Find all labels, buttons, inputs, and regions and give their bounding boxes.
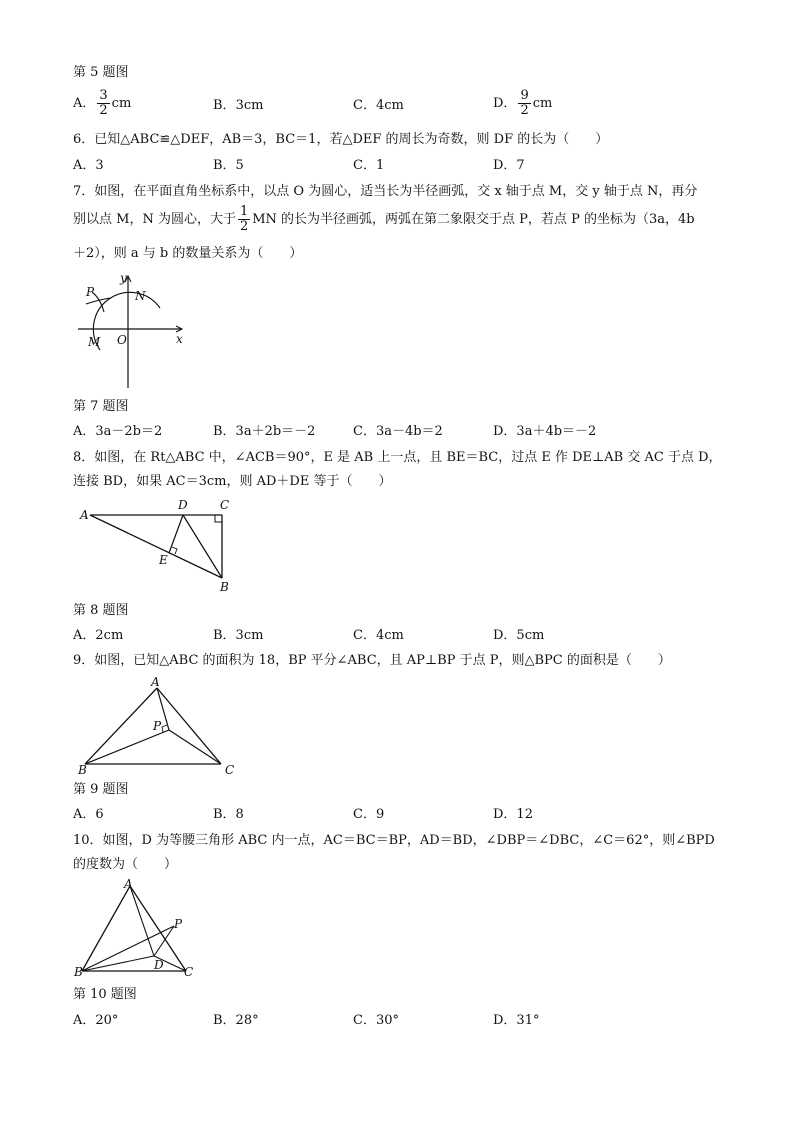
q10-option-d[interactable]: D．31° — [493, 1013, 540, 1028]
q6-option-a[interactable]: A．3 — [73, 158, 104, 173]
q7-line3: ＋2），则 a 与 b 的数量关系为（ ） — [73, 246, 303, 261]
q10-option-c[interactable]: C．30° — [353, 1013, 399, 1028]
q5-caption: 第 5 题图 — [73, 65, 129, 80]
q8-line1: 8．如图，在 Rt△ABC 中，∠ACB＝90°，E 是 AB 上一点，且 BE＝BC，过点 E 作 DE⊥AB 交 AC 于点 D， — [73, 450, 722, 465]
q8-option-b[interactable]: B．3cm — [213, 628, 264, 643]
label-b: B — [78, 763, 87, 776]
q9-option-c[interactable]: C．9 — [353, 807, 385, 822]
q10-line2: 的度数为（ ） — [73, 857, 178, 872]
q5-option-a[interactable] — [73, 89, 131, 118]
label-c: C — [225, 763, 235, 776]
unit: cm — [111, 96, 132, 111]
q6-option-d[interactable]: D．7 — [493, 158, 525, 173]
q7-line1: 7．如图，在平面直角坐标系中，以点 O 为圆心，适当长为半径画弧，交 x 轴于点 M，交 y 轴于点 N，再分 — [73, 184, 698, 199]
label-b: B — [220, 580, 229, 594]
q8-figure — [75, 496, 245, 594]
q8-option-d[interactable]: D．5cm — [493, 628, 545, 643]
label-y: y — [120, 271, 127, 285]
q5-option-b[interactable]: B．3cm — [213, 98, 264, 113]
fraction: $\frac{3}{2}$ — [99, 88, 108, 118]
label-c: C — [184, 965, 194, 979]
label-d: D — [154, 958, 164, 972]
q8-caption: 第 8 题图 — [73, 603, 129, 618]
q9-stem: 9．如图，已知△ABC 的面积为 18，BP 平分∠ABC，且 AP⊥BP 于点 P，则△BPC 的面积是（ ） — [73, 653, 671, 668]
q9-option-b[interactable]: B．8 — [213, 807, 244, 822]
q6-stem: 6．已知△ABC≌△DEF，AB＝3，BC＝1，若△DEF 的周长为奇数，则 DF 的长为（ ） — [73, 132, 609, 147]
label-a: A — [124, 877, 133, 891]
fraction: $\frac{9}{2}$ — [520, 88, 529, 118]
fraction: $\frac{1}{2}$ — [239, 204, 249, 234]
q7-option-c[interactable]: C．3a－4b＝2 — [353, 424, 443, 439]
q9-figure — [75, 676, 245, 776]
label-x: x — [176, 332, 183, 346]
q5-option-d[interactable]: D． $\frac{9}{2}$ cm — [493, 88, 553, 118]
q7-option-a[interactable]: A．3a－2b＝2 — [73, 424, 163, 439]
q10-option-b[interactable]: B．28° — [213, 1013, 259, 1028]
q10-caption: 第 10 题图 — [73, 987, 137, 1002]
q6-option-c[interactable]: C．1 — [353, 158, 385, 173]
q7-line2: 别以点 M，N 为圆心，大于 $\frac{1}{2}$ MN 的长为半径画弧，两弧在第二象限交于点 P，若点 P 的坐标为（3a，4b — [73, 204, 695, 234]
q7-option-d[interactable]: D．3a＋4b＝－2 — [493, 424, 597, 439]
label-p: P — [153, 719, 162, 733]
q6-option-b[interactable]: B．5 — [213, 158, 244, 173]
q8-option-c[interactable]: C．4cm — [353, 628, 404, 643]
q9-caption: 第 9 题图 — [73, 782, 129, 797]
q9-option-d[interactable]: D．12 — [493, 807, 533, 822]
label-p: P — [174, 917, 183, 931]
q10-line1: 10．如图，D 为等腰三角形 ABC 内一点，AC＝BC＝BP，AD＝BD，∠DBP＝∠DBC，∠C＝62°，则∠BPD — [73, 833, 715, 848]
label-c: C — [220, 498, 230, 512]
q7-figure — [70, 268, 195, 393]
label-o: O — [117, 333, 127, 347]
q8-line2: 连接 BD，如果 AC＝3cm，则 AD＋DE 等于（ ） — [73, 474, 392, 489]
label-m: M — [88, 335, 101, 349]
option-letter: A． — [73, 96, 96, 111]
label-a: A — [151, 676, 160, 689]
q7-option-b[interactable]: B．3a＋2b＝－2 — [213, 424, 316, 439]
q5-option-c[interactable]: C．4cm — [353, 98, 404, 113]
label-d: D — [178, 498, 188, 512]
q9-option-a[interactable]: A．6 — [73, 807, 104, 822]
label-p: P — [86, 285, 95, 299]
q10-figure — [70, 876, 200, 982]
label-b: B — [74, 965, 83, 979]
q10-option-a[interactable]: A．20° — [73, 1013, 119, 1028]
label-e: E — [159, 553, 168, 567]
label-n: N — [135, 289, 146, 303]
q8-option-a[interactable]: A．2cm — [73, 628, 124, 643]
label-a: A — [80, 508, 89, 522]
q7-caption: 第 7 题图 — [73, 399, 129, 414]
